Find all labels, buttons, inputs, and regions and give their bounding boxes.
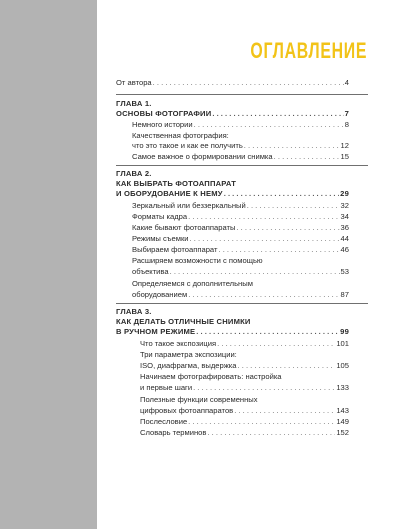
chapter-label: ГЛАВА 2. [116,169,152,178]
toc-entry-title: объектива [132,267,169,276]
chapter-title: ОСНОВЫ ФОТОГРАФИИ [116,109,212,118]
section-divider [116,303,368,304]
toc-entry-page: 29 [340,189,349,198]
toc-leader-dots [238,361,336,370]
toc-entry-page: 46 [340,245,349,254]
toc-leader-dots [207,428,335,437]
toc-entry[interactable] [132,267,349,276]
toc-entry-page: 133 [336,383,349,392]
toc-entry[interactable] [140,406,349,415]
toc-entry-page: 36 [340,223,349,232]
toc-entry[interactable] [132,245,349,254]
toc-entry-page: 101 [336,339,349,348]
toc-entry-title-line: Расширяем возможности с помощью [132,256,263,265]
toc-entry-page: 152 [336,428,349,437]
toc-entry-page: 8 [344,120,349,129]
toc-entry-title: Что такое экспозиция [140,339,217,348]
toc-entry-page: 143 [336,406,349,415]
page-title: ОГЛАВЛЕНИЕ [250,38,367,63]
toc-entry-title: Какие бывают фотоаппараты [132,223,236,232]
toc-leader-dots [236,223,339,232]
section-divider [116,165,368,166]
chapter-label: ГЛАВА 3. [116,307,152,316]
toc-leader-dots [196,327,339,336]
toc-leader-dots [170,267,340,276]
toc-leader-dots [188,290,339,299]
chapter-title-entry[interactable] [116,327,349,336]
toc-entry-page: 105 [336,361,349,370]
toc-entry-title: что это такое и как ее получить [132,141,243,150]
toc-entry-title: Режимы съемки [132,234,189,243]
toc-entry-title: Форматы кадра [132,212,188,221]
toc-entry-title: Словарь терминов [140,428,207,437]
toc-leader-dots [218,245,339,254]
chapter-title-line: КАК ВЫБРАТЬ ФОТОАППАРАТ [116,179,237,188]
chapter-title-entry[interactable] [116,189,349,198]
toc-entry-title-line: Полезные функции современных [140,395,258,404]
chapter-title-line: КАК ДЕЛАТЬ ОТЛИЧНЫЕ СНИМКИ [116,317,251,326]
toc-entry[interactable] [132,201,349,210]
toc-entry-title-line: Начинаем фотографировать: настройка [140,372,282,381]
toc-entry-title: Самое важное о формировании снимка [132,152,273,161]
toc-entry-title: и первые шаги [140,383,193,392]
toc-leader-dots [234,406,335,415]
toc-leader-dots [188,417,335,426]
toc-entry-title-line: Определяемся с дополнительным [132,279,253,288]
toc-entry-title-line: Качественная фотография: [132,131,229,140]
toc-entry[interactable] [132,234,349,243]
toc-entry-page: 87 [340,290,349,299]
toc-entry[interactable] [132,223,349,232]
toc-entry-title: Послесловие [140,417,188,426]
toc-leader-dots [153,78,344,87]
section-divider [116,94,368,95]
toc-entry[interactable] [140,428,349,437]
toc-leader-dots [274,152,340,161]
toc-entry-title-line: Три параметра экспозиции: [140,350,237,359]
toc-entry-page: 32 [340,201,349,210]
chapter-title-entry[interactable] [116,109,349,118]
toc-leader-dots [194,120,344,129]
toc-leader-dots [212,109,343,118]
toc-entry-title: цифровых фотоаппаратов [140,406,234,415]
toc-leader-dots [188,212,339,221]
toc-leader-dots [247,201,340,210]
toc-leader-dots [217,339,335,348]
toc-entry[interactable] [140,383,349,392]
toc-entry-page: 149 [336,417,349,426]
toc-entry[interactable] [140,339,349,348]
toc-entry-page: 34 [340,212,349,221]
toc-entry[interactable] [132,212,349,221]
toc-entry-title: Выбираем фотоаппарат [132,245,218,254]
toc-entry-title: оборудованием [132,290,188,299]
toc-leader-dots [244,141,340,150]
toc-entry[interactable] [132,152,349,161]
toc-entry[interactable] [132,120,349,129]
toc-entry-page: 7 [344,109,349,118]
toc-entry[interactable] [132,141,349,150]
toc-entry-page: 53 [340,267,349,276]
toc-entry-page: 15 [340,152,349,161]
toc-entry-intro[interactable] [116,78,349,87]
toc-entry-page: 12 [340,141,349,150]
toc-leader-dots [193,383,335,392]
toc-entry[interactable] [140,361,349,370]
toc-entry-page: 99 [340,327,349,336]
toc-entry-title: Зеркальный или беззеркальный [132,201,246,210]
toc-entry-page: 4 [344,78,349,87]
chapter-label: ГЛАВА 1. [116,99,152,108]
toc-leader-dots [224,189,339,198]
toc-entry-title: Немного истории [132,120,193,129]
toc-entry[interactable] [140,417,349,426]
toc-leader-dots [190,234,340,243]
toc-entry-title: От автора [116,78,152,87]
chapter-title: И ОБОРУДОВАНИЕ К НЕМУ [116,189,223,198]
toc-entry[interactable] [132,290,349,299]
toc-entry-page: 44 [340,234,349,243]
toc-entry-title: ISO, диафрагма, выдержка [140,361,237,370]
chapter-title: В РУЧНОМ РЕЖИМЕ [116,327,196,336]
